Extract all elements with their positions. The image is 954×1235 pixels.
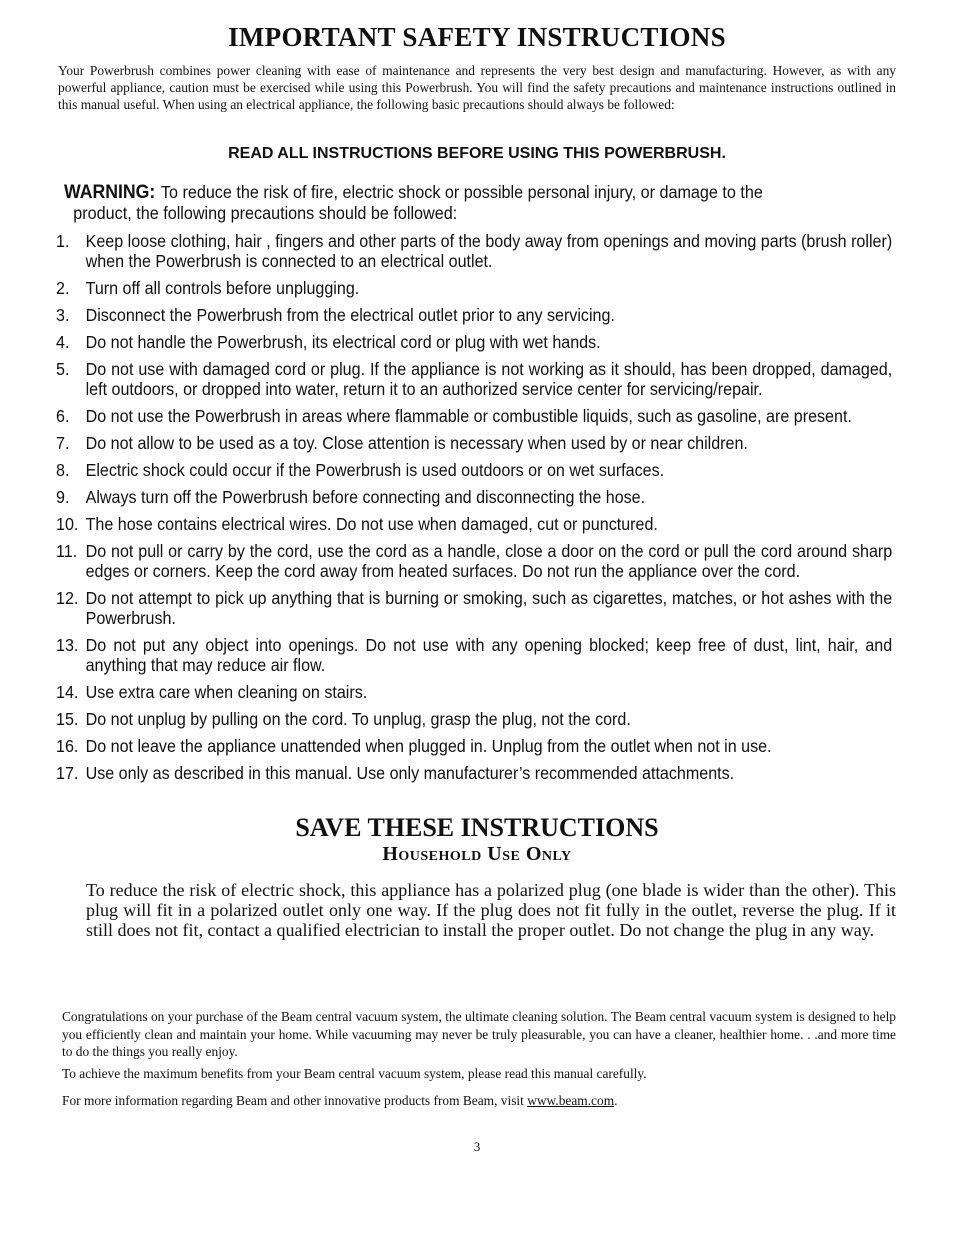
list-item-text: Do not use with damaged cord or plug. If the appliance is not working as it should, has been dropped, damaged, left outdoors, or dropped into water, return it to an authorized service center for servicing/repair. xyxy=(85,359,893,399)
list-item xyxy=(56,460,892,480)
list-item-number: 8. xyxy=(56,460,70,480)
instructions-list xyxy=(56,231,892,790)
list-item-number: 1. xyxy=(56,231,70,251)
list-item-text: Always turn off the Powerbrush before connecting and disconnecting the hose. xyxy=(85,487,646,507)
save-heading: SAVE THESE INSTRUCTIONS xyxy=(295,813,659,842)
list-item xyxy=(56,332,892,352)
list-item xyxy=(56,588,892,628)
list-item-text: Keep loose clothing, hair , fingers and other parts of the body away from openings and moving parts (brush roller) when the Powerbrush is connected to an electrical outlet. xyxy=(85,231,893,271)
list-item-text: Disconnect the Powerbrush from the electrical outlet prior to any servicing. xyxy=(85,305,615,325)
list-item-text: Use only as described in this manual. Use only manufacturer’s recommended attachments. xyxy=(85,763,735,783)
list-item-number: 13. xyxy=(56,635,79,655)
list-item-number: 4. xyxy=(56,332,70,352)
more-info-paragraph xyxy=(62,1093,896,1109)
list-item-number: 12. xyxy=(56,588,79,608)
list-item-number: 11. xyxy=(56,541,78,561)
warning-label: WARNING: xyxy=(64,182,156,203)
list-item-number: 10. xyxy=(56,514,79,534)
list-item-text: Electric shock could occur if the Powerbrush is used outdoors or on wet surfaces. xyxy=(85,460,665,480)
list-item-text: Do not unplug by pulling on the cord. To unplug, grasp the plug, not the cord. xyxy=(85,709,631,729)
intro-paragraph: Your Powerbrush combines power cleaning with ease of maintenance and represents the very best design and manufacturing. However, as with any powerful appliance, caution must be exercised while using this Powerbrush. You will find the safety precautions and maintenance instructions outlined in this manual useful. When using an electrical appliance, the following basic precautions should always be followed: xyxy=(58,63,896,112)
list-item-text: Do not attempt to pick up anything that is burning or smoking, such as cigarettes, matches, or hot ashes with the Powerbrush. xyxy=(85,588,893,628)
warning-block xyxy=(64,182,896,224)
list-item xyxy=(56,763,892,783)
list-item-number: 9. xyxy=(56,487,70,507)
more-info-prefix: For more information regarding Beam and other innovative products from Beam, visit xyxy=(62,1093,528,1108)
safety-heading: IMPORTANT SAFETY INSTRUCTIONS xyxy=(228,22,726,52)
list-item xyxy=(56,433,892,453)
list-item-text: Turn off all controls before unplugging. xyxy=(85,278,360,298)
list-item-text: Do not handle the Powerbrush, its electrical cord or plug with wet hands. xyxy=(85,332,601,352)
list-item xyxy=(56,635,892,675)
list-item-text: Do not allow to be used as a toy. Close attention is necessary when used by or near children. xyxy=(85,433,748,453)
warning-text-line1: To reduce the risk of fire, electric shock or possible personal injury, or damage to the xyxy=(160,182,763,202)
list-item xyxy=(56,682,892,702)
list-item xyxy=(56,487,892,507)
list-item-text: The hose contains electrical wires. Do not use when damaged, cut or punctured. xyxy=(85,514,658,534)
congrats-paragraph: Congratulations on your purchase of the Beam central vacuum system, the ultimate cleaning solution. The Beam central vacuum system is designed to help you efficiently clean and maintain your home. While vacuuming may never be truly pleasurable, you can have a cleaner, healthier home. . .and more time to do the things you really enjoy. xyxy=(62,1009,896,1059)
list-item-text: Do not put any object into openings. Do not use with any opening blocked; keep free of dust, lint, hair, and anything that may reduce air flow. xyxy=(85,635,893,675)
more-info-suffix: . xyxy=(614,1093,618,1108)
list-item-text: Do not pull or carry by the cord, use the cord as a handle, close a door on the cord or pull the cord around sharp edges or corners. Keep the cord away from heated surfaces. Do not run the appliance over the cord. xyxy=(85,541,893,581)
list-item-number: 2. xyxy=(56,278,70,298)
list-item-number: 5. xyxy=(56,359,70,379)
page-number: 3 xyxy=(473,1139,481,1154)
list-item-number: 16. xyxy=(56,736,79,756)
list-item-number: 3. xyxy=(56,305,70,325)
list-item-text: Do not leave the appliance unattended when plugged in. Unplug from the outlet when not in use. xyxy=(85,736,772,756)
list-item-text: Do not use the Powerbrush in areas where flammable or combustible liquids, such as gasoline, are present. xyxy=(85,406,852,426)
achieve-paragraph: To achieve the maximum benefits from your Beam central vacuum system, please read this manual carefully. xyxy=(62,1066,647,1081)
list-item-number: 14. xyxy=(56,682,79,702)
read-all-notice: READ ALL INSTRUCTIONS BEFORE USING THIS POWERBRUSH. xyxy=(228,145,726,162)
beam-website-link[interactable]: www.beam.com xyxy=(527,1093,615,1108)
list-item-number: 17. xyxy=(56,763,79,783)
list-item-number: 6. xyxy=(56,406,70,426)
polarized-plug-paragraph: To reduce the risk of electric shock, this appliance has a polarized plug (one blade is wider than the other). This plug will fit in a polarized outlet only one way. If the plug does not fit fully in the outlet, reverse the plug. If it still does not fit, contact a qualified electrician to install the proper outlet. Do not change the plug in any way. xyxy=(86,880,896,940)
list-item xyxy=(56,359,892,399)
list-item-number: 15. xyxy=(56,709,79,729)
list-item xyxy=(56,278,892,298)
list-item-number: 7. xyxy=(56,433,70,453)
list-item xyxy=(56,541,892,581)
list-item xyxy=(56,406,892,426)
list-item-text: Use extra care when cleaning on stairs. xyxy=(85,682,368,702)
list-item xyxy=(56,231,892,271)
household-subheading: Household Use Only xyxy=(382,843,572,865)
list-item xyxy=(56,305,892,325)
list-item xyxy=(56,736,892,756)
list-item xyxy=(56,514,892,534)
list-item xyxy=(56,709,892,729)
warning-text-line2: product, the following precautions should be followed: xyxy=(73,203,458,223)
